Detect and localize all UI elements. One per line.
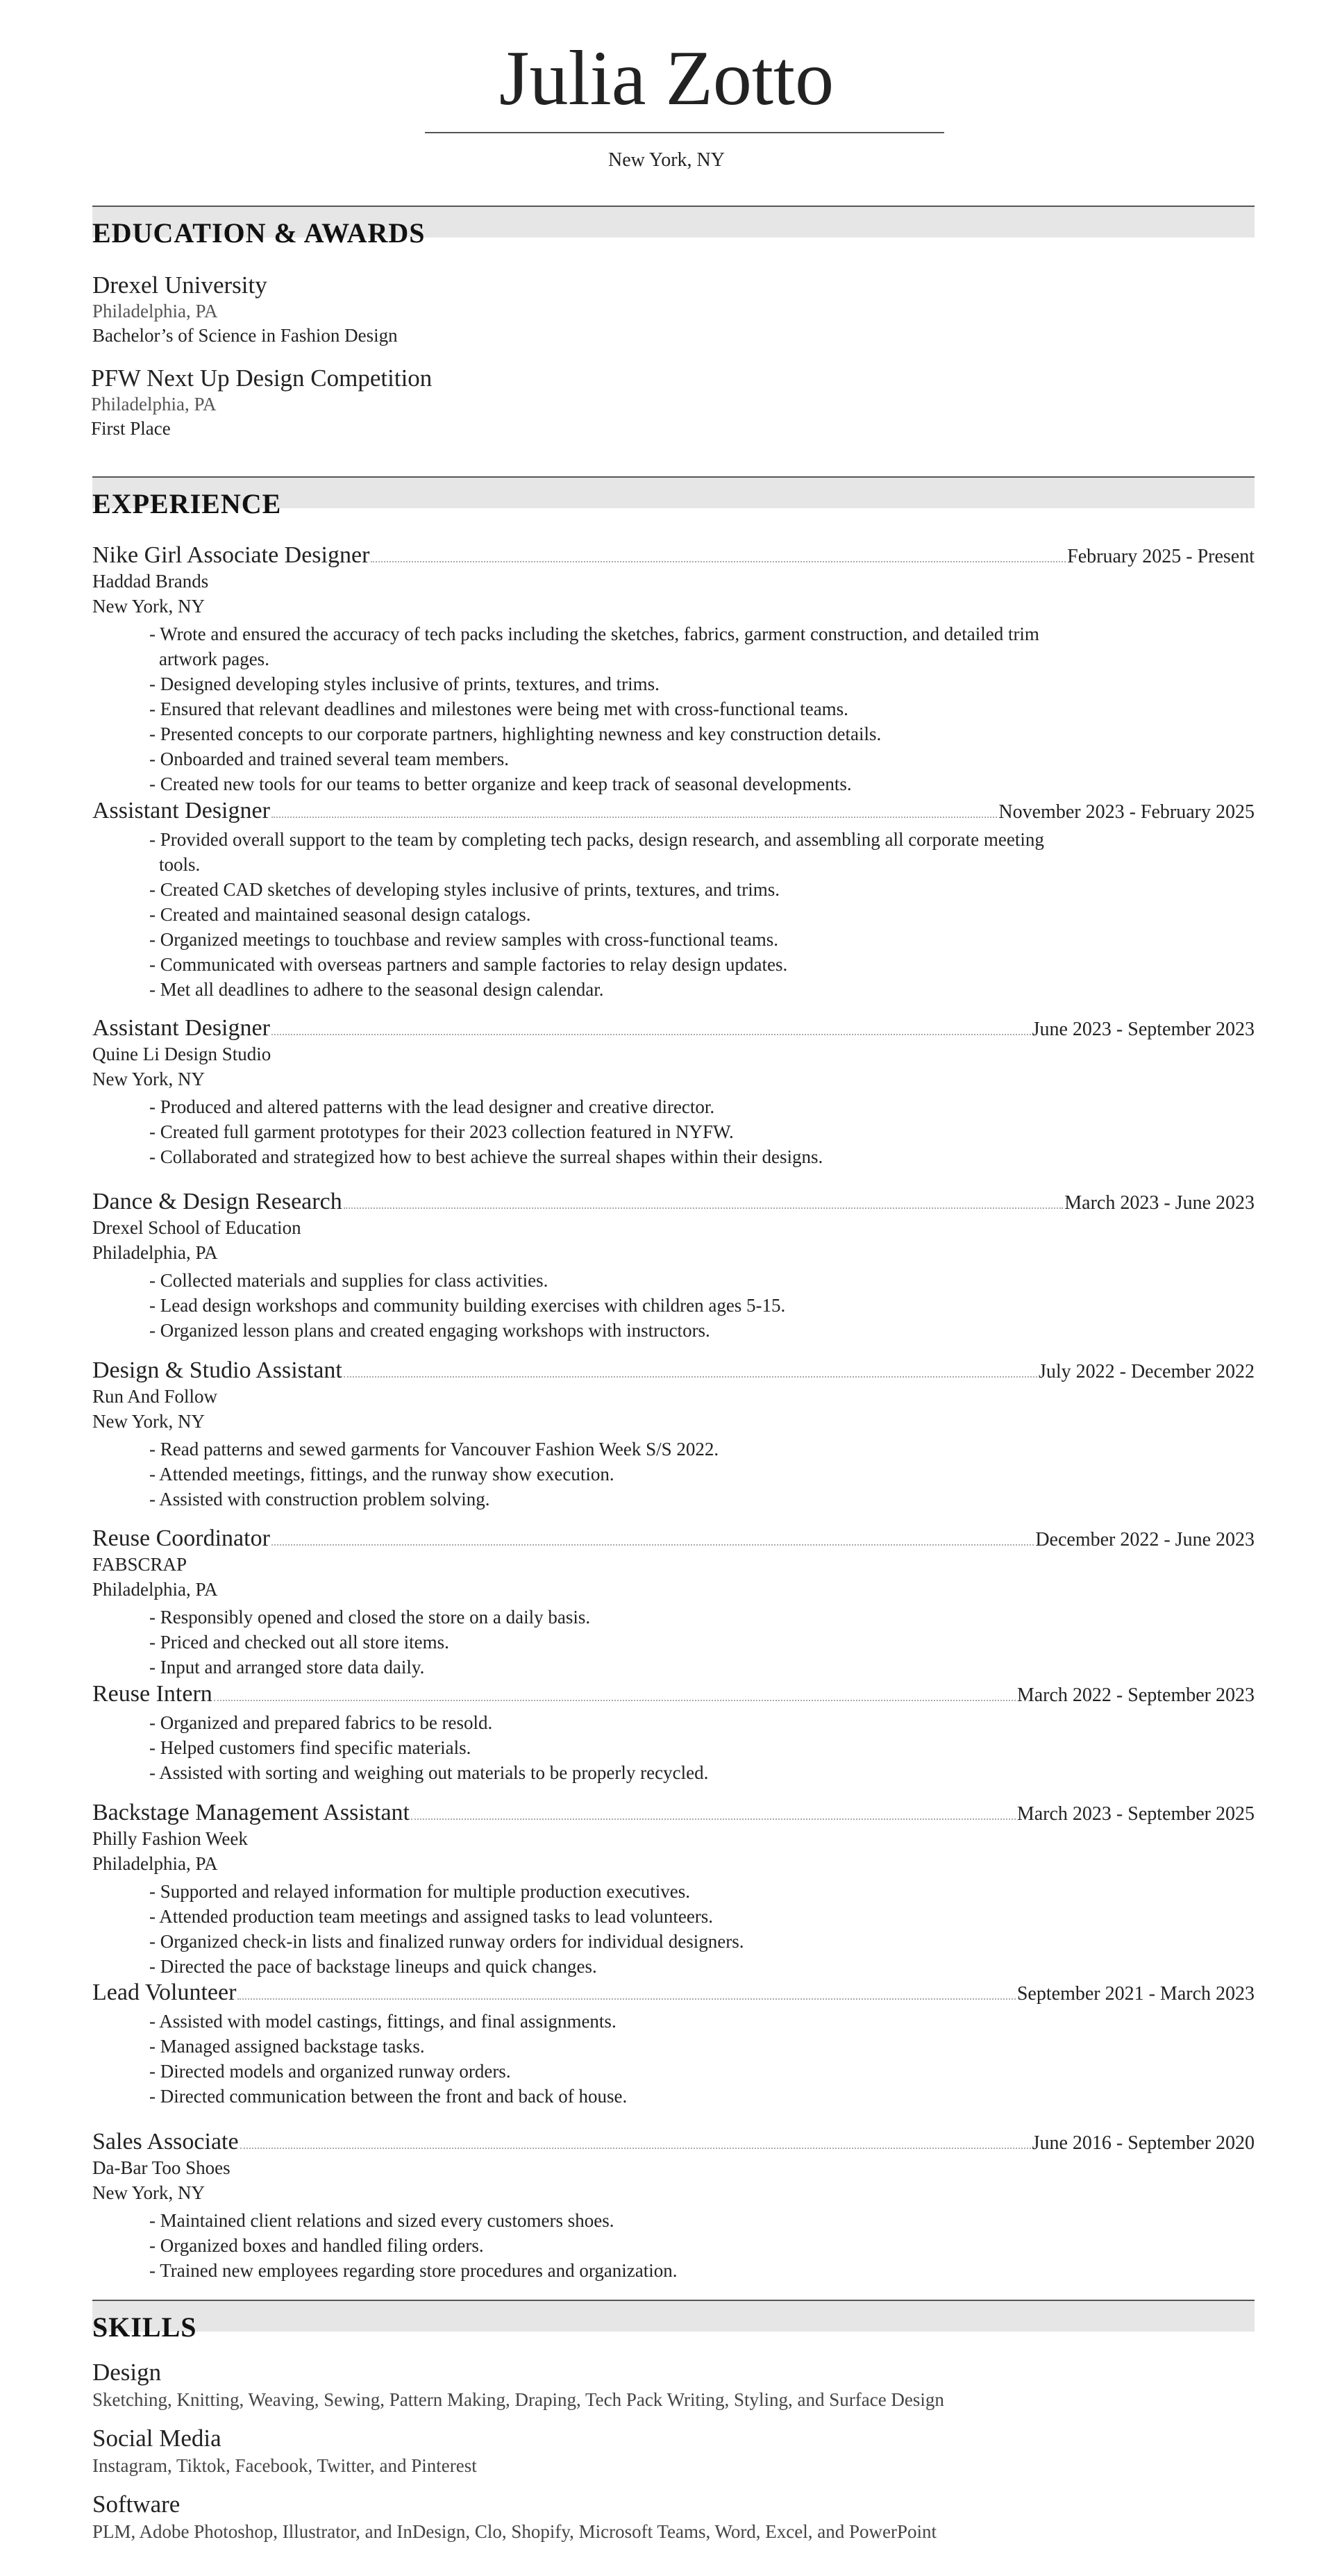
job-location: New York, NY xyxy=(92,596,206,617)
award-detail: First Place xyxy=(91,418,171,439)
job-bullets xyxy=(92,1879,1080,1979)
bullet-item: - Collected materials and supplies for class activities. xyxy=(149,1270,548,1291)
job-bullets xyxy=(92,2009,1080,2109)
experience-section-heading: EXPERIENCE xyxy=(92,476,1255,508)
job-company: Haddad Brands xyxy=(92,571,209,592)
bullet-item: - Ensured that relevant deadlines and milestones were being met with cross-functional teams. xyxy=(149,699,848,719)
bullet-item: - Organized lesson plans and created engaging workshops with instructors. xyxy=(149,1320,710,1341)
bullet-item: - Provided overall support to the team by completing tech packs, design research, and assembling all corporate meeting tools. xyxy=(149,829,1044,875)
dot-leader xyxy=(344,1207,1064,1209)
bullet-item: - Helped customers find specific materials. xyxy=(149,1737,471,1758)
candidate-name: Julia Zotto xyxy=(498,35,835,122)
job-location: Philadelphia, PA xyxy=(92,1579,218,1600)
dot-leader xyxy=(271,817,997,818)
bullet-item: - Directed models and organized runway orders. xyxy=(149,2061,511,2082)
skill-list: Instagram, Tiktok, Facebook, Twitter, and Pinterest xyxy=(92,2455,477,2476)
bullet-item: - Directed communication between the front and back of house. xyxy=(149,2086,628,2107)
bullet-item: - Priced and checked out all store items. xyxy=(149,1632,449,1653)
job-dates: November 2023 - February 2025 xyxy=(998,801,1255,823)
bullet-item: - Designed developing styles inclusive of prints, textures, and trims. xyxy=(149,674,660,694)
job-dates: December 2022 - June 2023 xyxy=(1035,1529,1255,1550)
education-item xyxy=(92,271,1255,348)
job-location: New York, NY xyxy=(92,1411,206,1432)
skill-list: PLM, Adobe Photoshop, Illustrator, and InDesign, Clo, Shopify, Microsoft Teams, Word, Excel, and PowerPoint xyxy=(92,2521,937,2542)
job-dates: July 2022 - December 2022 xyxy=(1038,1361,1255,1382)
job-title: Sales Associate xyxy=(92,2129,239,2155)
dot-leader xyxy=(214,1700,1016,1701)
bullet-item: - Presented concepts to our corporate partners, highlighting newness and key construction details. xyxy=(149,724,882,744)
bullet-item: - Created CAD sketches of developing styles inclusive of prints, textures, and trims. xyxy=(149,879,780,900)
job-bullets xyxy=(92,1710,1080,1785)
job-entry xyxy=(92,1189,1255,1343)
bullet-item: - Supported and relayed information for multiple production executives. xyxy=(149,1881,691,1902)
bullet-item: - Responsibly opened and closed the store on a daily basis. xyxy=(149,1607,591,1628)
job-dates: September 2021 - March 2023 xyxy=(1016,1983,1255,2005)
bullet-item: - Organized and prepared fabrics to be resold. xyxy=(149,1712,493,1733)
job-entry xyxy=(92,798,1255,1002)
job-entry xyxy=(92,1525,1255,1680)
dot-leader xyxy=(240,2148,1031,2149)
job-location: Philadelphia, PA xyxy=(92,1242,218,1263)
bullet-item: - Organized check-in lists and finalized runway orders for individual designers. xyxy=(149,1931,744,1952)
award-item xyxy=(91,364,1253,441)
job-dates: June 2016 - September 2020 xyxy=(1032,2132,1255,2154)
education-location: Philadelphia, PA xyxy=(92,301,218,321)
dot-leader xyxy=(271,1544,1034,1546)
dot-leader xyxy=(271,1034,1031,1035)
job-title: Assistant Designer xyxy=(92,798,270,823)
bullet-item: - Assisted with model castings, fittings, and final assignments. xyxy=(149,2011,617,2032)
bullet-item: - Attended meetings, fittings, and the runway show execution. xyxy=(149,1464,614,1484)
bullet-item: - Wrote and ensured the accuracy of tech packs including the sketches, fabrics, garment construction, and detailed trim artwork pages. xyxy=(149,624,1039,669)
education-org: Drexel University xyxy=(92,271,267,299)
job-bullets xyxy=(92,827,1080,1002)
dot-leader xyxy=(344,1376,1037,1378)
job-location: New York, NY xyxy=(92,2182,206,2203)
bullet-item: - Managed assigned backstage tasks. xyxy=(149,2036,425,2057)
bullet-item: - Produced and altered patterns with the lead designer and creative director. xyxy=(149,1096,715,1117)
bullet-item: - Created and maintained seasonal design catalogs. xyxy=(149,904,531,925)
education-detail: Bachelor’s of Science in Fashion Design xyxy=(92,325,398,346)
skill-group xyxy=(92,2490,1255,2544)
bullet-item: - Trained new employees regarding store procedures and organization. xyxy=(149,2260,678,2281)
bullet-item: - Created full garment prototypes for their 2023 collection featured in NYFW. xyxy=(149,1121,734,1142)
name-divider xyxy=(425,132,944,133)
bullet-item: - Communicated with overseas partners and sample factories to relay design updates. xyxy=(149,954,788,975)
skill-category: Design xyxy=(92,2359,162,2386)
job-entry xyxy=(92,1015,1255,1169)
bullet-item: - Assisted with construction problem solving. xyxy=(149,1489,490,1509)
job-location: Philadelphia, PA xyxy=(92,1853,218,1874)
education-section-heading: EDUCATION & AWARDS xyxy=(92,206,1255,237)
skill-group xyxy=(92,2358,1255,2412)
job-bullets xyxy=(92,1605,1080,1680)
bullet-item: - Onboarded and trained several team members. xyxy=(149,748,510,769)
job-entry xyxy=(92,1800,1255,1979)
job-bullets xyxy=(92,621,1080,796)
award-location: Philadelphia, PA xyxy=(91,394,217,415)
skill-list: Sketching, Knitting, Weaving, Sewing, Pattern Making, Draping, Tech Pack Writing, Styling, and Surface Design xyxy=(92,2389,944,2410)
job-dates: June 2023 - September 2023 xyxy=(1032,1019,1255,1040)
bullet-item: - Read patterns and sewed garments for Vancouver Fashion Week S/S 2022. xyxy=(149,1439,719,1460)
job-company: Run And Follow xyxy=(92,1386,218,1407)
job-title: Design & Studio Assistant xyxy=(92,1357,342,1383)
skills-section-heading: SKILLS xyxy=(92,2300,1255,2332)
job-entry xyxy=(92,1980,1255,2109)
skill-group xyxy=(92,2424,1255,2478)
bullet-item: - Collaborated and strategized how to best achieve the surreal shapes within their designs. xyxy=(149,1146,823,1167)
job-entry xyxy=(92,1357,1255,1512)
dot-leader xyxy=(371,561,1066,562)
bullet-item: - Lead design workshops and community building exercises with children ages 5-15. xyxy=(149,1295,786,1316)
bullet-item: - Assisted with sorting and weighing out materials to be properly recycled. xyxy=(149,1762,709,1783)
bullet-item: - Organized meetings to touchbase and review samples with cross-functional teams. xyxy=(149,929,778,950)
job-entry xyxy=(92,542,1255,796)
bullet-item: - Directed the pace of backstage lineups and quick changes. xyxy=(149,1956,597,1977)
job-company: Philly Fashion Week xyxy=(92,1828,248,1849)
bullet-item: - Met all deadlines to adhere to the seasonal design calendar. xyxy=(149,979,604,1000)
job-title: Reuse Coordinator xyxy=(92,1525,270,1551)
bullet-item: - Maintained client relations and sized every customers shoes. xyxy=(149,2210,614,2231)
job-dates: February 2025 - Present xyxy=(1067,546,1255,567)
candidate-location: New York, NY xyxy=(607,149,725,171)
job-bullets xyxy=(92,1437,1080,1512)
bullet-item: - Created new tools for our teams to better organize and keep track of seasonal developments. xyxy=(149,773,852,794)
job-title: Dance & Design Research xyxy=(92,1189,342,1214)
bullet-item: - Input and arranged store data daily. xyxy=(149,1657,425,1678)
job-title: Assistant Designer xyxy=(92,1015,270,1041)
job-dates: March 2022 - September 2023 xyxy=(1016,1684,1255,1706)
bullet-item: - Organized boxes and handled filing orders. xyxy=(149,2235,484,2256)
job-company: Quine Li Design Studio xyxy=(92,1044,271,1064)
skill-category: Software xyxy=(92,2491,181,2518)
bullet-item: - Attended production team meetings and assigned tasks to lead volunteers. xyxy=(149,1906,714,1927)
job-company: FABSCRAP xyxy=(92,1554,187,1575)
skill-category: Social Media xyxy=(92,2425,221,2452)
job-location: New York, NY xyxy=(92,1069,206,1089)
award-org: PFW Next Up Design Competition xyxy=(91,365,433,392)
dot-leader xyxy=(411,1818,1016,1820)
job-bullets xyxy=(92,1094,1080,1169)
job-company: Da-Bar Too Shoes xyxy=(92,2157,230,2178)
job-title: Lead Volunteer xyxy=(92,1980,237,2005)
dot-leader xyxy=(237,1998,1015,2000)
job-company: Drexel School of Education xyxy=(92,1217,301,1238)
job-dates: March 2023 - September 2025 xyxy=(1016,1803,1255,1825)
job-entry xyxy=(92,2129,1255,2283)
job-title: Reuse Intern xyxy=(92,1681,212,1707)
job-title: Nike Girl Associate Designer xyxy=(92,542,370,568)
job-bullets xyxy=(92,2208,1080,2283)
job-title: Backstage Management Assistant xyxy=(92,1800,410,1825)
job-bullets xyxy=(92,1268,1080,1343)
job-entry xyxy=(92,1681,1255,1785)
job-dates: March 2023 - June 2023 xyxy=(1064,1192,1255,1214)
